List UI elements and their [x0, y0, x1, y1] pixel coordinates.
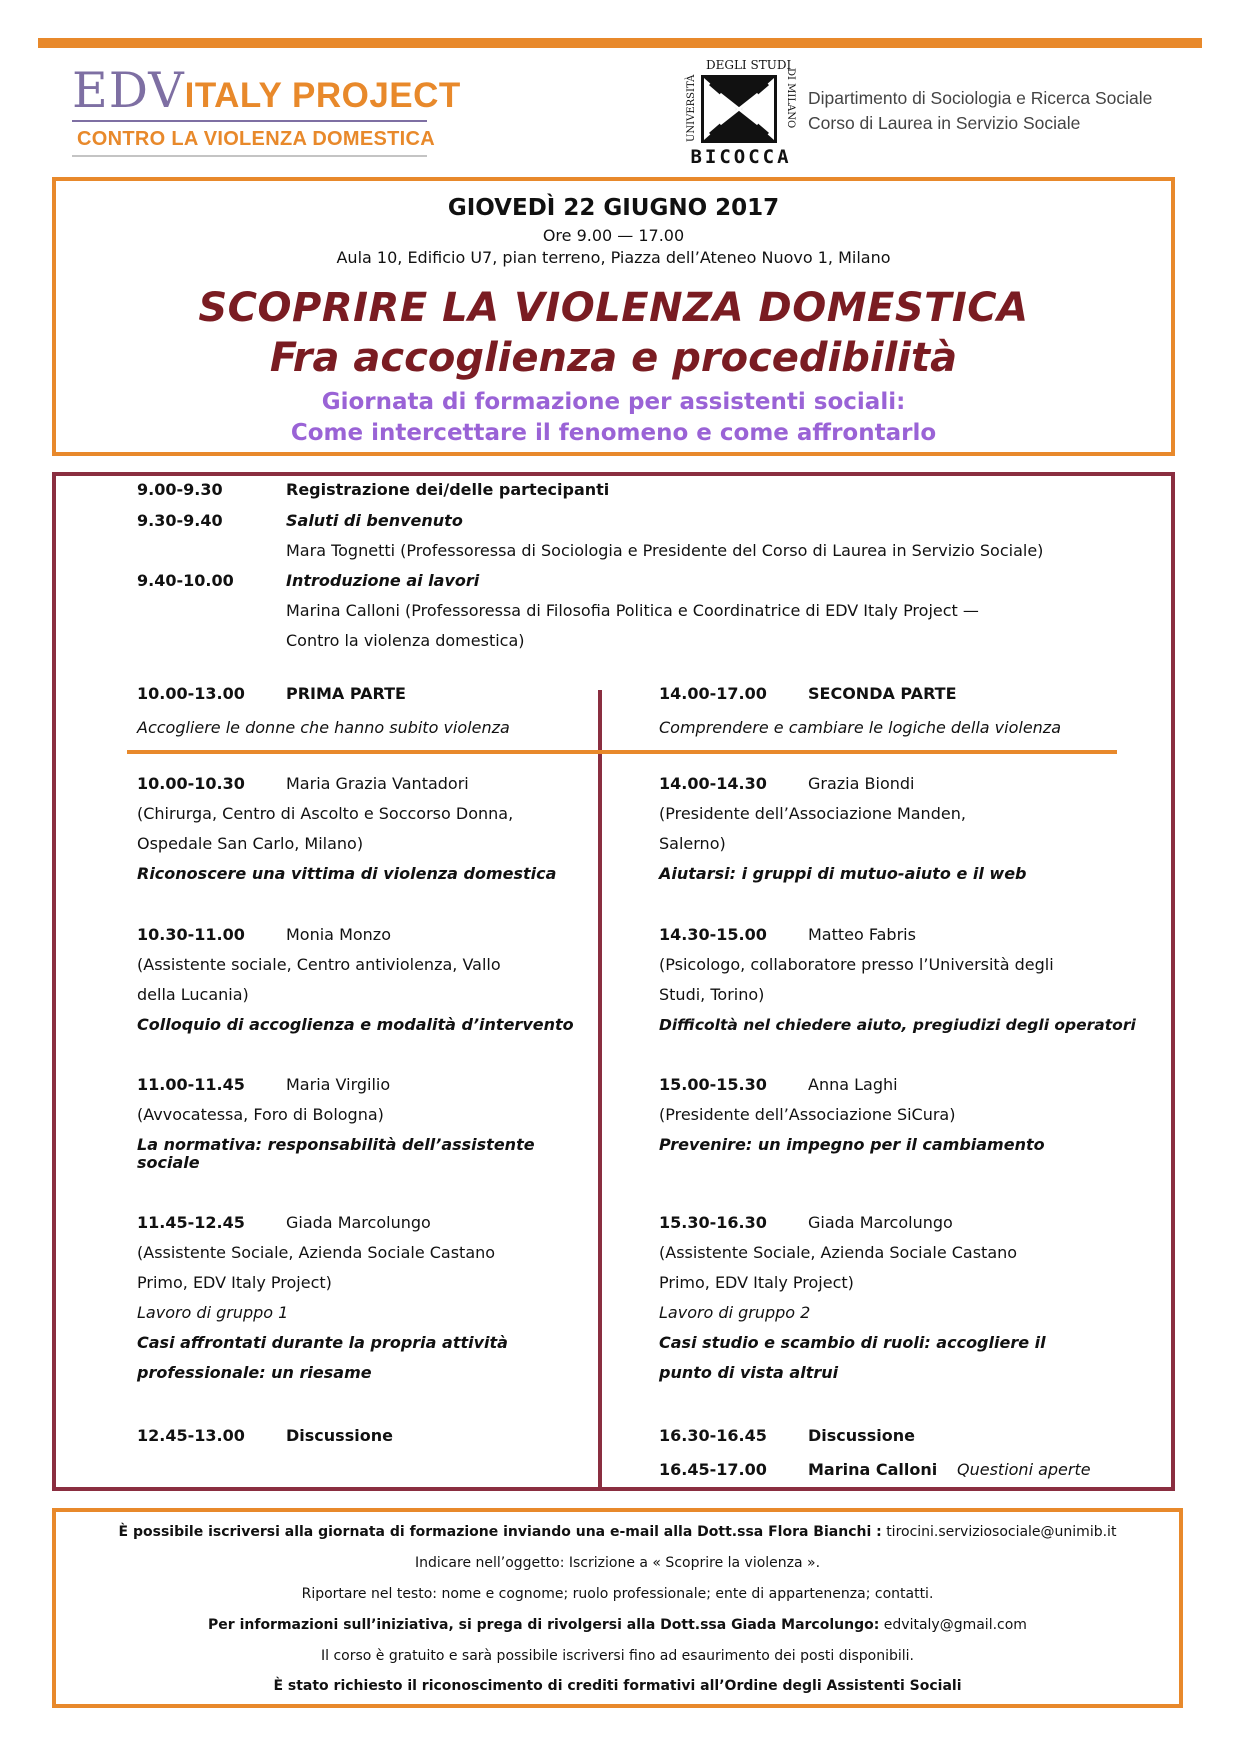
- part2-theme: Comprendere e cambiare le logiche della violenza: [659, 718, 1061, 737]
- section-divider-horizontal: [127, 750, 1117, 754]
- session-topic: Aiutarsi: i gruppi di mutuo-aiuto e il web: [659, 864, 1027, 883]
- event-subtitle-line-2: Come intercettare il fenomeno e come affrontarlo: [290, 420, 937, 446]
- session-topic-line-2: professionale: un riesame: [137, 1363, 372, 1382]
- session-note: Questioni aperte: [957, 1460, 1091, 1479]
- session-time: 14.00-14.30: [659, 774, 767, 793]
- department-info: [808, 86, 1152, 136]
- session-topic-line-2: punto di vista altrui: [659, 1363, 839, 1382]
- part1-theme: Accogliere le donne che hanno subito violenza: [137, 718, 510, 737]
- event-title: SCOPRIRE LA VIOLENZA DOMESTICA: [198, 285, 1029, 331]
- session-topic: Riconoscere una vittima di violenza domestica: [137, 864, 557, 883]
- uni-logo-bicocca: BICOCCA: [690, 146, 792, 168]
- subject-instruction: Indicare nell’oggetto: Iscrizione a « Scoprire la violenza ».: [414, 1555, 821, 1571]
- session-topic: Difficoltà nel chiedere aiuto, pregiudizi degli operatori: [659, 1016, 1136, 1034]
- event-title-line-2: Fra accoglienza e procedibilità: [269, 335, 958, 381]
- top-orange-rule: [38, 38, 1202, 48]
- session-time: 10.00-10.30: [137, 774, 245, 793]
- session-affiliation-line-2: Studi, Torino): [659, 985, 765, 1004]
- session-time: 15.30-16.30: [659, 1213, 767, 1232]
- session-time: 10.30-11.00: [137, 925, 245, 944]
- session-speaker: Giada Marcolungo: [286, 1213, 431, 1232]
- agenda-speaker: Marina Calloni (Professoressa di Filosofia Politica e Coordinatrice di EDV Italy Project —: [286, 601, 979, 620]
- free-course-note: Il corso è gratuito e sarà possibile iscriversi fino ad esaurimento dei posti disponibili.: [321, 1648, 914, 1664]
- event-subtitle: Giornata di formazione per assistenti sociali:: [321, 389, 906, 415]
- session-affiliation: (Avvocatessa, Foro di Bologna): [137, 1105, 384, 1124]
- event-hours: Ore 9.00 — 17.00: [542, 226, 685, 245]
- contact-email: edvitaly@gmail.com: [883, 1617, 1027, 1633]
- session-speaker: Monia Monzo: [286, 925, 391, 944]
- session-time: 15.00-15.30: [659, 1075, 767, 1094]
- part2-label: SECONDA PARTE: [808, 684, 957, 703]
- session-speaker: Maria Virgilio: [286, 1075, 391, 1094]
- contact-instruction: Per informazioni sull’iniziativa, si prega di rivolgersi alla Dott.ssa Giada Marcolungo:: [208, 1617, 880, 1633]
- degree-course-name: Corso di Laurea in Servizio Sociale: [808, 113, 1081, 133]
- session-affiliation: (Assistente sociale, Centro antiviolenza, Vallo: [137, 955, 501, 974]
- column-divider-vertical: [598, 690, 602, 1490]
- uni-logo-top-text: DEGLI STUDI: [706, 58, 792, 72]
- contact-line: [56, 1617, 1179, 1633]
- session-affiliation-line-2: Primo, EDV Italy Project): [659, 1273, 854, 1292]
- session-affiliation-line-2: della Lucania): [137, 985, 249, 1004]
- session-topic: Colloquio di accoglienza e modalità d’intervento: [137, 1015, 574, 1034]
- session-time: 16.45-17.00: [659, 1460, 767, 1479]
- session-affiliation-line-2: Ospedale San Carlo, Milano): [137, 834, 364, 853]
- registration-email: tirocini.serviziosociale@unimib.it: [886, 1524, 1117, 1540]
- session-speaker: Maria Grazia Vantadori: [286, 774, 469, 793]
- session-topic: Prevenire: un impegno per il cambiamento: [659, 1135, 1045, 1154]
- session-speaker: Matteo Fabris: [808, 925, 916, 944]
- session-affiliation: (Presidente dell’Associazione Manden,: [659, 804, 966, 823]
- session-topic-line-2: sociale: [137, 1153, 200, 1172]
- credits-note: È stato richiesto il riconoscimento di crediti formativi all’Ordine degli Assistenti Sociali: [273, 1678, 962, 1694]
- agenda-title: Registrazione dei/delle partecipanti: [286, 480, 610, 499]
- session-speaker: Anna Laghi: [808, 1075, 898, 1094]
- registration-line: [56, 1524, 1179, 1540]
- university-crest-icon: [700, 74, 778, 144]
- session-title: Discussione: [286, 1426, 393, 1445]
- session-topic: Casi affrontati durante la propria attività: [137, 1333, 508, 1352]
- session-speaker: Marina Calloni: [808, 1460, 938, 1479]
- registration-info-box: [52, 1508, 1183, 1708]
- session-speaker: Giada Marcolungo: [808, 1213, 953, 1232]
- session-affiliation-line-2: Primo, EDV Italy Project): [137, 1273, 332, 1292]
- part1-label: PRIMA PARTE: [286, 684, 406, 703]
- edv-logo-underline: [72, 155, 427, 157]
- part2-time: 14.00-17.00: [659, 684, 767, 703]
- session-time: 14.30-15.00: [659, 925, 767, 944]
- edv-logo-suffix: ITALY PROJECT: [184, 76, 461, 115]
- agenda-time: 9.30-9.40: [137, 511, 223, 530]
- session-affiliation: (Psicologo, collaboratore presso l’Università degli: [659, 955, 1054, 974]
- session-title: Discussione: [808, 1426, 915, 1445]
- department-name: Dipartimento di Sociologia e Ricerca Sociale: [808, 88, 1153, 108]
- session-affiliation-line-2: Salerno): [659, 834, 726, 853]
- body-instruction: Riportare nel testo: nome e cognome; ruolo professionale; ente di appartenenza; contatti.: [301, 1586, 934, 1602]
- edv-italy-project-logo: [72, 58, 461, 160]
- session-topic: La normativa: responsabilità dell’assistente: [137, 1135, 535, 1154]
- session-time: 11.00-11.45: [137, 1075, 245, 1094]
- uni-logo-left-text: UNIVERSITÀ: [686, 74, 697, 142]
- edv-logo-mark: EDV: [72, 62, 185, 119]
- event-header-box: [52, 177, 1175, 456]
- agenda-title: Introduzione ai lavori: [286, 571, 480, 590]
- uni-logo-right-text: DI MILANO: [785, 68, 796, 129]
- registration-instruction: È possibile iscriversi alla giornata di formazione inviando una e-mail alla Dott.ssa Flora Bianchi :: [118, 1524, 882, 1540]
- agenda-speaker: Mara Tognetti (Professoressa di Sociologia e Presidente del Corso di Laurea in Servizio Sociale): [286, 541, 1044, 560]
- agenda-speaker-line-2: Contro la violenza domestica): [286, 631, 525, 650]
- part1-time: 10.00-13.00: [137, 684, 245, 703]
- session-time: 16.30-16.45: [659, 1426, 767, 1445]
- session-time: 12.45-13.00: [137, 1426, 245, 1445]
- event-date: GIOVEDÌ 22 GIUGNO 2017: [447, 195, 780, 221]
- session-affiliation: (Assistente Sociale, Azienda Sociale Castano: [137, 1243, 496, 1262]
- session-group-work: Lavoro di gruppo 2: [659, 1303, 811, 1322]
- session-topic: Casi studio e scambio di ruoli: accogliere il: [659, 1333, 1046, 1352]
- edv-logo-rule: [72, 120, 427, 122]
- university-bicocca-logo: [686, 58, 796, 170]
- session-affiliation: (Assistente Sociale, Azienda Sociale Castano: [659, 1243, 1018, 1262]
- edv-logo-subtitle: CONTRO LA VIOLENZA DOMESTICA: [77, 128, 436, 150]
- session-affiliation: (Chirurga, Centro di Ascolto e Soccorso Donna,: [137, 804, 514, 823]
- agenda-time: 9.00-9.30: [137, 480, 223, 499]
- agenda-title: Saluti di benvenuto: [286, 511, 463, 530]
- event-venue: Aula 10, Edificio U7, pian terreno, Piazza dell’Ateneo Nuovo 1, Milano: [336, 248, 891, 267]
- session-speaker: Grazia Biondi: [808, 774, 915, 793]
- session-group-work: Lavoro di gruppo 1: [137, 1303, 289, 1322]
- session-time: 11.45-12.45: [137, 1213, 245, 1232]
- agenda-time: 9.40-10.00: [137, 571, 234, 590]
- session-affiliation: (Presidente dell’Associazione SiCura): [659, 1105, 956, 1124]
